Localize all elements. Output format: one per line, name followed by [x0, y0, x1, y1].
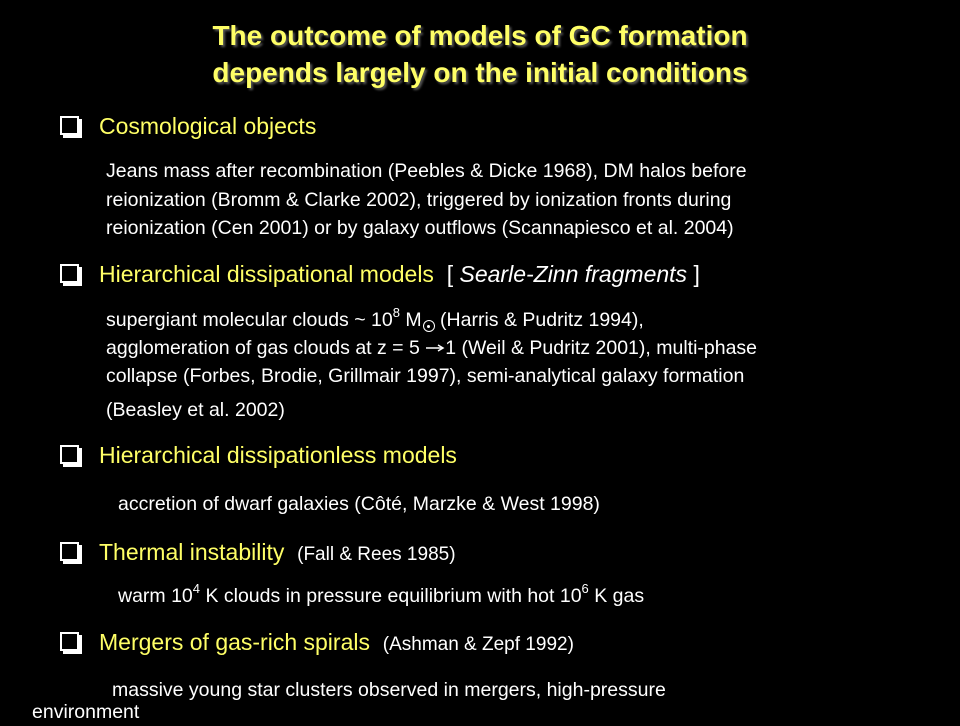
bullet-mergers [60, 626, 574, 658]
thermal-citation: (Fall & Rees 1985) [297, 544, 456, 565]
exponent: 8 [392, 304, 400, 320]
dissipational-line-2 [106, 334, 757, 362]
dissipationless-heading: Hierarchical dissipationless models [99, 442, 457, 468]
searle-zinn-label: Searle-Zinn fragments [459, 261, 688, 287]
solar-mass-unit: M [405, 309, 422, 331]
thermal-heading: Thermal instability [99, 539, 285, 565]
thermal-line-post: K gas [594, 585, 645, 607]
dissipationless-line-1: accretion of dwarf galaxies (Côté, Marzke & West 1998) [118, 493, 600, 515]
cosmological-heading: Cosmological objects [99, 113, 317, 139]
exponent: 6 [581, 580, 589, 596]
slide-title-line-1: The outcome of models of GC formation [212, 20, 748, 51]
thermal-line-pre: warm 10 [118, 585, 193, 607]
thermal-line-mid: K clouds in pressure equilibrium with hot 10 [205, 585, 582, 607]
checkbox-icon [60, 542, 79, 561]
dissipational-line-1-post: (Harris & Pudritz 1994), [440, 309, 644, 331]
bracket-close: ] [693, 261, 700, 287]
sun-symbol-icon [423, 320, 435, 332]
mergers-heading: Mergers of gas-rich spirals [99, 629, 370, 655]
mergers-line-1: massive young star clusters observed in mergers, high-pressure [112, 679, 666, 701]
right-arrow-icon [425, 343, 445, 353]
bullet-dissipational [60, 258, 700, 290]
bracket-open: [ [446, 261, 454, 287]
checkbox-icon [60, 116, 79, 135]
dissipational-heading: Hierarchical dissipational models [99, 261, 434, 287]
thermal-line-1 [118, 582, 644, 610]
bullet-dissipationless [60, 439, 457, 471]
bullet-thermal [60, 536, 456, 568]
checkbox-icon [60, 264, 79, 283]
cosmological-line-3: reionization (Cen 2001) or by galaxy outflows (Scannapiesco et al. 2004) [106, 217, 734, 239]
cosmological-line-2: reionization (Bromm & Clarke 2002), triggered by ionization fronts during [106, 189, 732, 211]
checkbox-icon [60, 445, 79, 464]
mergers-citation: (Ashman & Zepf 1992) [382, 634, 574, 655]
dissipational-line-1-pre: supergiant molecular clouds ~ 10 [106, 309, 393, 331]
slide-title-line-2: depends largely on the initial conditions [212, 57, 748, 88]
exponent: 4 [192, 580, 201, 596]
bullet-cosmological [60, 110, 316, 142]
mergers-line-2: environment [32, 701, 140, 723]
checkbox-icon [60, 632, 79, 651]
dissipational-line-1 [106, 306, 644, 334]
dissipational-line-2-pre: agglomeration of gas clouds at z = 5 [106, 337, 420, 359]
dissipational-line-2-post: 1 (Weil & Pudritz 2001), multi-phase [445, 337, 758, 359]
dissipational-line-4: (Beasley et al. 2002) [106, 399, 285, 421]
dissipational-line-3: collapse (Forbes, Brodie, Grillmair 1997), semi-analytical galaxy formation [106, 365, 745, 387]
cosmological-line-1: Jeans mass after recombination (Peebles & Dicke 1968), DM halos before [106, 160, 747, 182]
